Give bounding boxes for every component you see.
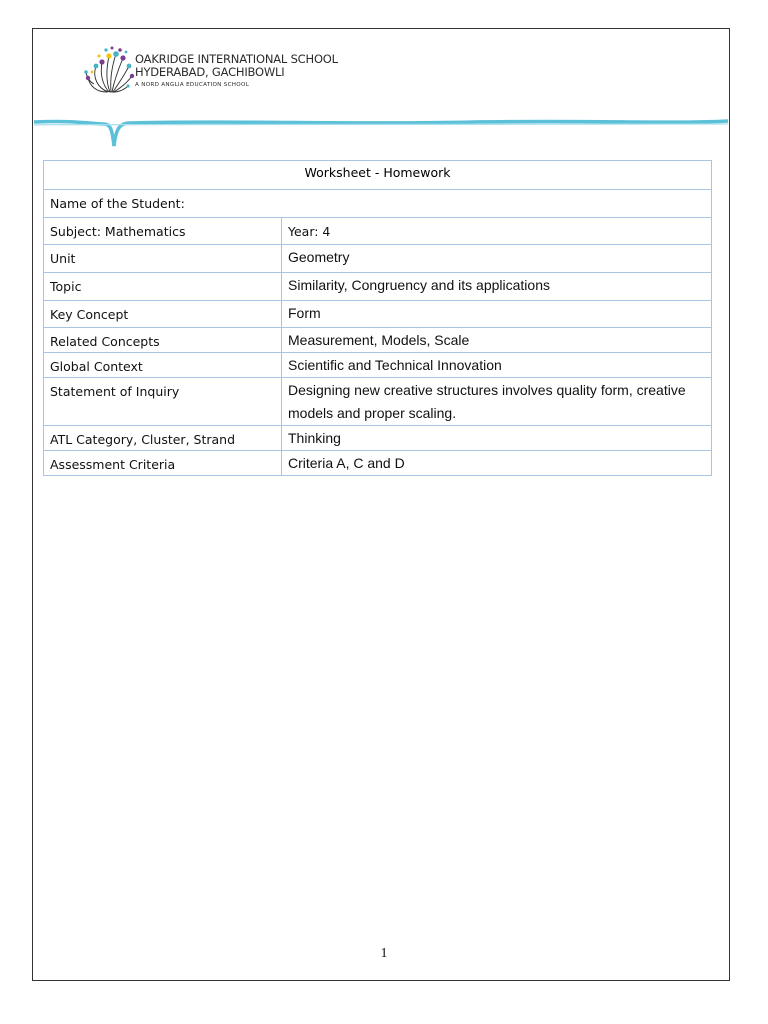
row-label-unit: Unit bbox=[44, 245, 282, 273]
subject-cell: Subject: Mathematics bbox=[44, 218, 282, 245]
row-value-atl: Thinking bbox=[282, 426, 712, 451]
row-label-related-concepts: Related Concepts bbox=[44, 328, 282, 353]
school-header bbox=[135, 53, 338, 89]
worksheet-table bbox=[43, 160, 712, 476]
page-number: 1 bbox=[380, 946, 388, 961]
school-name-line1: OAKRIDGE INTERNATIONAL SCHOOL bbox=[135, 52, 338, 66]
row-value-related-concepts: Measurement, Models, Scale bbox=[282, 328, 712, 353]
school-name-line2: HYDERABAD, GACHIBOWLI bbox=[135, 65, 285, 79]
row-value-statement-of-inquiry: Designing new creative structures involves quality form, creative models and proper scaling. bbox=[282, 378, 712, 426]
row-label-atl: ATL Category, Cluster, Strand bbox=[44, 426, 282, 451]
row-label-global-context: Global Context bbox=[44, 353, 282, 378]
row-value-global-context: Scientific and Technical Innovation bbox=[282, 353, 712, 378]
row-value-topic: Similarity, Congruency and its applications bbox=[282, 273, 712, 301]
worksheet-title: Worksheet - Homework bbox=[44, 161, 712, 190]
school-tagline: A NORD ANGLIA EDUCATION SCHOOL bbox=[135, 82, 250, 88]
row-value-assessment-criteria: Criteria A, C and D bbox=[282, 451, 712, 476]
year-cell: Year: 4 bbox=[282, 218, 712, 245]
school-logo bbox=[82, 44, 142, 96]
row-label-topic: Topic bbox=[44, 273, 282, 301]
row-label-assessment-criteria: Assessment Criteria bbox=[44, 451, 282, 476]
row-label-statement-of-inquiry: Statement of Inquiry bbox=[44, 378, 282, 426]
header-divider bbox=[34, 112, 728, 152]
row-label-key-concept: Key Concept bbox=[44, 301, 282, 328]
student-name-field: Name of the Student: bbox=[44, 190, 712, 218]
row-value-unit: Geometry bbox=[282, 245, 712, 273]
row-value-key-concept: Form bbox=[282, 301, 712, 328]
